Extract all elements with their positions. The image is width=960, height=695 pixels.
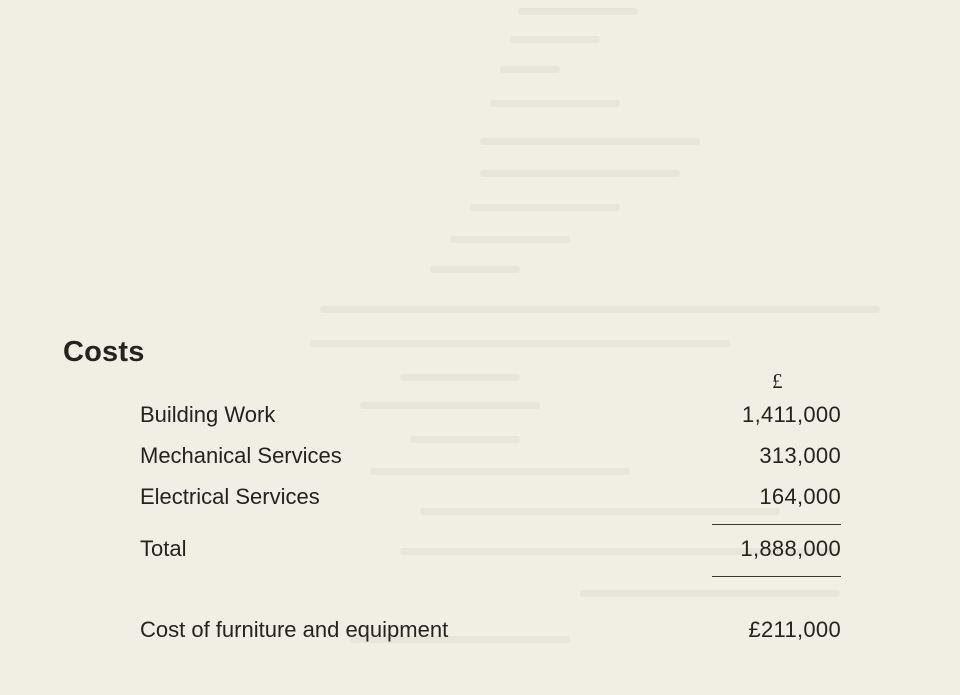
furniture-amount: £211,000 xyxy=(748,617,841,642)
cost-label: Electrical Services xyxy=(140,484,320,509)
cost-label: Mechanical Services xyxy=(140,443,342,468)
page-show-through xyxy=(380,0,900,695)
cost-row-building-work xyxy=(140,400,841,430)
cost-row-electrical-services xyxy=(140,482,841,512)
currency-symbol: £ xyxy=(772,369,783,393)
subtotal-rule xyxy=(712,524,841,525)
total-label: Total xyxy=(140,536,187,561)
total-rule xyxy=(712,576,841,577)
furniture-row xyxy=(140,615,841,645)
cost-amount: 1,411,000 xyxy=(742,402,841,427)
cost-amount: 164,000 xyxy=(759,484,841,509)
cost-label: Building Work xyxy=(140,402,276,427)
furniture-label: Cost of furniture and equipment xyxy=(140,617,449,642)
cost-amount: 313,000 xyxy=(759,443,841,468)
total-amount: 1,888,000 xyxy=(740,536,841,561)
total-row xyxy=(140,534,841,564)
cost-row-mechanical-services xyxy=(140,441,841,471)
section-title: Costs xyxy=(63,336,145,368)
